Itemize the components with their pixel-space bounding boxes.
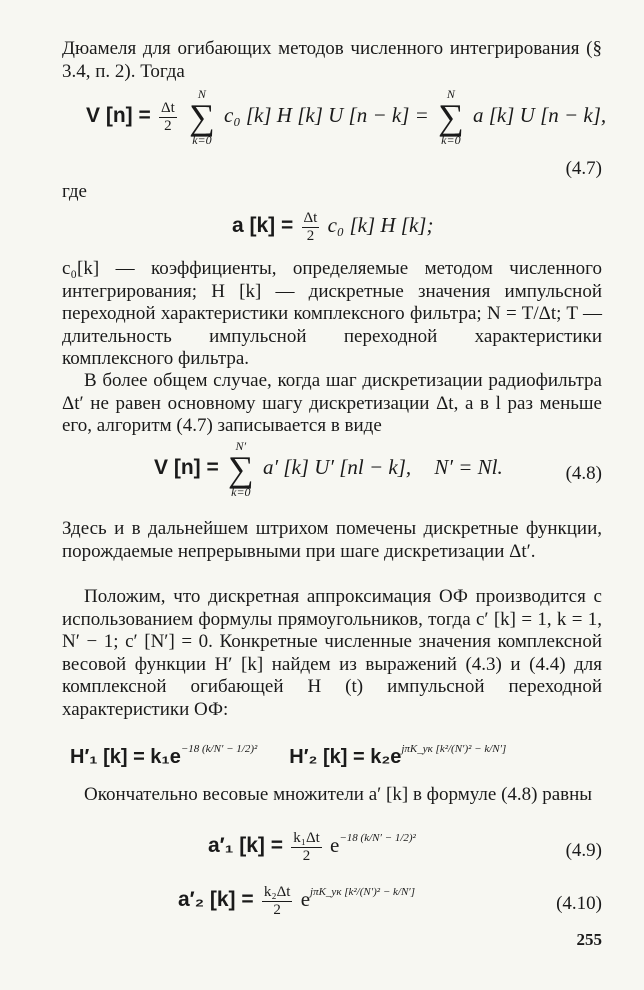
eq49-frac-den: 2: [302, 847, 311, 864]
eq48-sum-top: N′: [235, 439, 247, 453]
equation-4-8: [154, 440, 503, 498]
eq48-sum-bot: k=0: [231, 485, 251, 499]
eqa-frac-den: 2: [306, 227, 315, 244]
eq47-frac-num: Δt: [161, 100, 175, 116]
sigma-icon: ∑: [228, 449, 254, 489]
eq48-rhs: a′ [k] U′ [nl − k],: [262, 454, 412, 479]
eq410-exp: jπK_ук [k²/(N′)² − k/N′]: [310, 885, 415, 898]
page-number: 255: [576, 930, 602, 949]
paragraph-4: Здесь и в дальнейшем штрихом помечены дискретные функции, порождаемые непрерывными при шаге дискретизации Δt′.: [62, 518, 602, 562]
eqh-h2: H′₂ [k] = k₂e: [289, 746, 402, 768]
paragraph-5: Положим, что дискретная аппроксимация ОФ производится с использованием формулы прямоугольников, тогда c′ [k] = 1, k = 1, N′ − 1; c′ [N′] = 0. Конкретные численные значения комплексной весовой функции H′ [k] найдем из выражений (4.3) и (4.4) для комплексной огибающей H (t) импульсной переходной характеристики ОФ:: [62, 586, 602, 720]
where-label: где: [62, 181, 87, 202]
paragraph-6: Окончательно весовые множители a′ [k] в формуле (4.8) равны: [84, 784, 593, 805]
equation-4-7: [86, 88, 606, 146]
eq49-frac-num: k₁Δt: [293, 830, 320, 846]
eq49-base: e: [330, 832, 340, 857]
eq47-lhs: V [n] =: [86, 103, 151, 127]
sigma-icon: ∑: [189, 97, 215, 137]
eq410-frac-den: 2: [273, 901, 281, 918]
eq48-number: (4.8): [565, 463, 602, 484]
eq410-number: (4.10): [556, 893, 602, 914]
eqh-h1: H′₁ [k] = k₁e: [70, 746, 181, 768]
eqh-h1-exp: −18 (k/N′ − 1/2)²: [180, 743, 258, 755]
eq47-sum2-top: N: [446, 87, 455, 101]
eqh-h2-exp: jπK_ук [k²/(N′)² − k/N′]: [401, 743, 507, 755]
equation-h: [70, 744, 506, 767]
eqa-lhs: a [k] =: [232, 213, 294, 237]
eq47-fraction: [159, 100, 177, 134]
eq410-frac-num: k₂Δt: [263, 884, 291, 900]
eq49-fraction: [291, 830, 322, 864]
paragraph-3: В более общем случае, когда шаг дискретизации радиофильтра Δt′ не равен основному шагу дискретизации Δt, а в l раз меньше его, алгоритм (4.7) записывается в виде: [62, 370, 602, 436]
eq410-lhs: a′₂ [k] =: [178, 887, 254, 911]
eq49-lhs: a′₁ [k] =: [208, 833, 283, 857]
eq49-number: (4.9): [565, 840, 602, 861]
eqa-rhs: c₀ [k] H [k];: [327, 212, 434, 237]
eq410-base: e: [300, 886, 311, 911]
eq47-mid: c₀ [k] H [k] U [n − k] =: [224, 102, 429, 127]
eq47-frac-den: 2: [164, 117, 172, 134]
equation-4-9: [208, 830, 416, 864]
eq410-fraction: [262, 884, 293, 918]
eqa-fraction: [302, 210, 320, 244]
eqa-frac-num: Δt: [303, 210, 318, 226]
eq47-sum2-bot: k=0: [441, 133, 461, 147]
paragraph-1: Дюамеля для огибающих методов численного интегрирования (§ 3.4, п. 2). Тогда: [62, 38, 602, 82]
sigma-icon: ∑: [438, 97, 464, 137]
eq48-sum: [228, 440, 254, 498]
eq48-lhs: V [n] =: [154, 455, 219, 479]
eq48-condition: N′ = Nl.: [434, 454, 503, 479]
equation-4-10: [178, 884, 415, 918]
eq47-rhs: a [k] U [n − k],: [472, 102, 607, 127]
equation-a: [232, 210, 433, 244]
eq47-sum1-bot: k=0: [192, 133, 212, 147]
eq49-exp: −18 (k/N′ − 1/2)²: [339, 831, 416, 844]
eq47-sum-2: [438, 88, 464, 146]
eq47-number: (4.7): [565, 158, 602, 179]
eq47-sum-1: [189, 88, 215, 146]
eq47-sum1-top: N: [197, 87, 206, 101]
paragraph-2: c₀[k] — коэффициенты, определяемые методом численного интегрирования; H [k] — дискретные значения импульсной переходной характеристики комплексного фильтра; N = T/Δt; T — длительность импульсной переходной характеристики комплексного фильтра.: [62, 258, 602, 369]
